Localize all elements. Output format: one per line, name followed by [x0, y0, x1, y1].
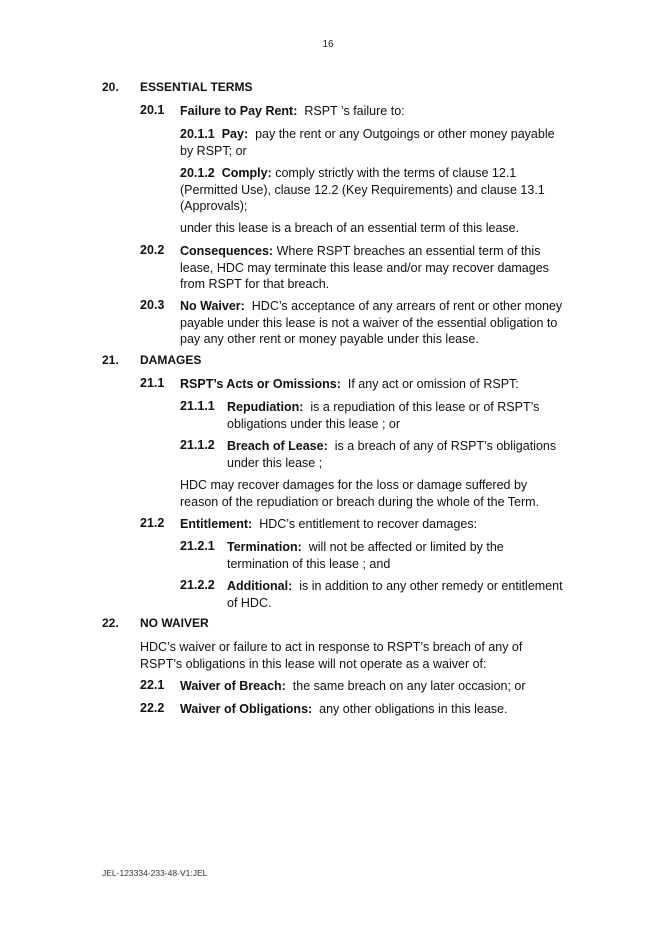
clause-21-1-text	[180, 376, 565, 393]
section-20-number: 20.	[102, 80, 119, 94]
clause-21-2-2-body: is in addition to any other remedy or entitlement of HDC.	[227, 579, 563, 610]
clause-21-1-tail: HDC may recover damages for the loss or damage suffered by reason of the repudiation or breach during the whole of the Term.	[180, 478, 540, 509]
section-22-title: NO WAIVER	[140, 616, 209, 630]
section-20-title: ESSENTIAL TERMS	[140, 80, 253, 94]
clause-21-1-2-text	[227, 438, 567, 471]
clause-20-1-heading: Failure to Pay Rent:	[180, 104, 298, 118]
section-21-title: DAMAGES	[140, 353, 202, 367]
clause-20-2-number: 20.2	[140, 243, 165, 257]
clause-21-1-2-number: 21.1.2	[180, 438, 215, 452]
clause-22-1-heading: Waiver of Breach:	[180, 679, 286, 693]
clause-22-1-number: 22.1	[140, 678, 165, 692]
clause-21-1-number: 21.1	[140, 376, 165, 390]
clause-20-1-body: RSPT ’s failure to:	[304, 104, 405, 118]
clause-20-1-tail: under this lease is a breach of an essential term of this lease.	[180, 221, 520, 235]
clause-21-1-heading: RSPT’s Acts or Omissions:	[180, 377, 341, 391]
clause-21-1-1-heading: Repudiation:	[227, 400, 304, 414]
clause-21-2-2-number: 21.2.2	[180, 578, 215, 592]
clause-20-1-2-number: 20.1.2	[180, 166, 215, 180]
clause-20-1-1-number: 20.1.1	[180, 127, 215, 141]
clause-21-2-1-text	[227, 539, 567, 572]
clause-20-3-body: HDC’s acceptance of any arrears of rent or other money payable under this lease is not a waiver of the essential obligation to pay any other rent or money payable under this lease.	[180, 299, 563, 346]
clause-20-1-1-heading: Pay:	[221, 127, 249, 141]
clause-21-2-2-heading: Additional:	[227, 579, 293, 593]
clause-20-3-text	[180, 298, 565, 348]
document-reference-footer: JEL-123334-233-48-V1:JEL	[102, 868, 208, 878]
clause-21-2-body: HDC’s entitlement to recover damages:	[259, 517, 478, 531]
clause-20-1-1	[180, 126, 566, 159]
clause-20-2-body: Where RSPT breaches an essential term of this lease, HDC may terminate this lease and/or may recover damages from RSPT for that breach.	[180, 244, 549, 291]
clause-22-2-text	[180, 701, 565, 718]
clause-20-3-number: 20.3	[140, 298, 165, 312]
clause-20-1-number: 20.1	[140, 103, 165, 117]
clause-21-1-1-text	[227, 399, 567, 432]
clause-21-2-1-body: will not be affected or limited by the termination of this lease ; and	[227, 540, 504, 571]
clause-21-2-2-text	[227, 578, 567, 611]
clause-21-2-1-number: 21.2.1	[180, 539, 215, 553]
section-22-number: 22.	[102, 616, 119, 630]
clause-20-1-text	[180, 103, 565, 120]
clause-21-2-1-heading: Termination:	[227, 540, 302, 554]
page-number: 16	[322, 39, 334, 50]
clause-20-2-heading: Consequences:	[180, 244, 274, 258]
clause-21-1-body: If any act or omission of RSPT:	[347, 377, 519, 391]
clause-20-3-heading: No Waiver:	[180, 299, 245, 313]
section-21-number: 21.	[102, 353, 119, 367]
clause-22-1-text	[180, 678, 565, 695]
clause-22-2-heading: Waiver of Obligations:	[180, 702, 313, 716]
clause-20-1-1-body: pay the rent or any Outgoings or other money payable by RSPT; or	[180, 127, 555, 158]
clause-22-2-number: 22.2	[140, 701, 165, 715]
clause-20-2-text	[180, 243, 565, 293]
clause-21-1-1-body: is a repudiation of this lease or of RSPT’s obligations under this lease ; or	[227, 400, 540, 431]
section-22-intro: HDC’s waiver or failure to act in response to RSPT’s breach of any of RSPT’s obligations in this lease will not operate as a waiver of:	[140, 640, 523, 671]
clause-21-1-2-heading: Breach of Lease:	[227, 439, 328, 453]
clause-22-1-body: the same breach on any later occasion; or	[292, 679, 526, 693]
clause-22-2-body: any other obligations in this lease.	[319, 702, 508, 716]
clause-20-1-2-heading: Comply:	[221, 166, 272, 180]
clause-21-1-2-body: is a breach of any of RSPT’s obligations under this lease ;	[227, 439, 557, 470]
clause-21-2-text	[180, 516, 565, 533]
clause-21-2-heading: Entitlement:	[180, 517, 253, 531]
clause-20-1-2	[180, 165, 550, 215]
clause-21-1-1-number: 21.1.1	[180, 399, 215, 413]
clause-21-2-number: 21.2	[140, 516, 165, 530]
clause-20-1-2-body: comply strictly with the terms of clause 12.1 (Permitted Use), clause 12.2 (Key Requirements) and clause 13.1 (Approvals);	[180, 166, 545, 213]
